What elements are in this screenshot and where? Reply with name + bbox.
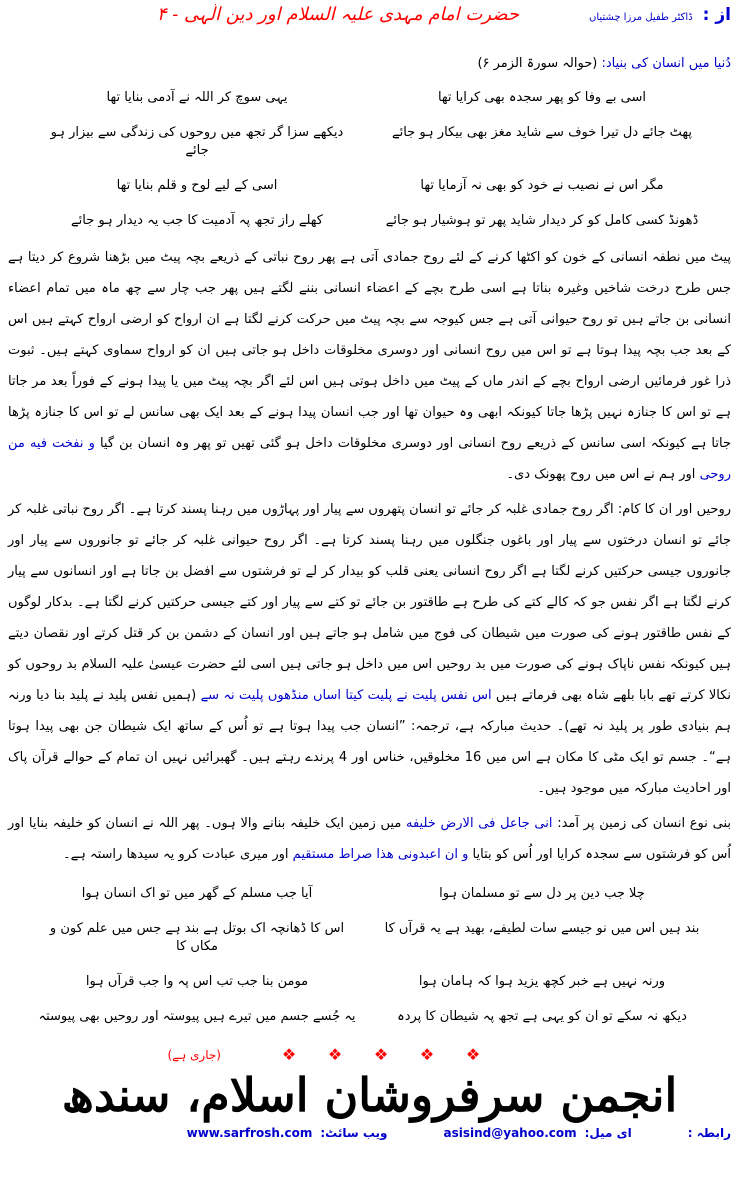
paragraph-soul-foundation bbox=[8, 242, 731, 490]
paragraph-text: روحیں اور ان کا کام: اگر روح جمادی غلبہ کر جائے تو انسان پتھروں سے پیار اور پہاڑوں میں رہنا پسند کرتا ہے۔ اگر روح نباتی غلبہ کر جائے تو انسان درختوں سے پیار اور باغوں جنگلوں میں رہنا پسند کرتا ہے۔ اگر روح حیوانی غلبہ کر جائے تو جانوروں سے پیار اور جانوروں جیسی حرکتیں کرنے لگتا ہے اگر روح انسانی یعنی قلب کو بیدار کر لے تو فرشتوں سے افضل بن جاتا ہے اور انسانوں سے پیار کرنے لگتا ہے اگر نفس جو کہ کالے کتے کی طرح ہے طاقتور بن جائے تو کتے سے پیار اور کتے جیسی حرکتیں کرنے لگتا ہے۔ بدکار لوگوں کے نفس طاقتور ہونے کی صورت میں شیطان کی فوج میں شامل ہو جاتے ہیں اور انسان کے دشمن بن کر قتل کرتے اور نقصان دیتے ہیں کیونکہ نفس ناپاک ہونے کی صورت میں بد روحیں اس میں داخل ہو جاتی ہیں اسی لئے حضرت عیسیٰ علیہ السلام بد روحوں کو نکالا کرتے تھے بابا بلھے شاہ بھی فرماتے ہیں bbox=[8, 502, 732, 703]
verse-row bbox=[8, 911, 731, 964]
paragraph-text: اور ہم نے اس میں روح پھونک دی۔ bbox=[506, 467, 696, 482]
by-label: از : bbox=[702, 5, 731, 25]
verse-row bbox=[8, 168, 731, 203]
article-header bbox=[8, 4, 731, 40]
verse-row bbox=[8, 203, 731, 238]
verse-right: اس کا ڈھانچہ اک بوتل ہے بند ہے جس میں علم کون و مکاں کا bbox=[49, 921, 345, 954]
verse-right: یہی سوچ کر اللہ نے آدمی بنایا تھا bbox=[106, 90, 288, 105]
verse-row bbox=[8, 876, 731, 911]
article-title: حضرت امام مہدی علیہ السلام اور دین الٰہی - ۴ bbox=[156, 4, 519, 25]
continued-label: (جاری ہے) bbox=[167, 1048, 221, 1062]
paragraph-text: (ہمیں نفس پلید نے پلید بنا دیا ورنہ ہم بنیادی طور پر پلید نہ تھے)۔ حدیث مبارکہ ہے، ترجمہ: ”انسان جب پیدا ہوتا ہے تو اُس کے ساتھ ایک شیطان جن بھی پیدا ہوتا ہے“۔ جسم تو ایک مٹی کا مکان ہے اس میں 16 مخلوقیں، خناس اور 4 پرندے رہتے ہیں۔ گھبرائیں نہیں ان تمام کے حوالے قرآن پاک اور احادیث مبارکہ میں موجود ہیں۔ bbox=[8, 688, 732, 796]
verse-row bbox=[8, 80, 731, 115]
ornament-icon: ❖ bbox=[281, 1045, 297, 1064]
paragraph-text: پیٹ میں نطفہ انسانی کے خون کو اکٹھا کرنے کے لئے روح جمادی آتی ہے پھر روح نباتی کے ذریعے بچہ پیٹ میں بڑھنا شروع کر دیتا ہے جس طرح درخت شاخیں وغیرہ بناتا ہے اسی طرح بچے کے اعضاء انسانی بننے لگتے ہیں پھر جب چار سے چھ ماہ میں تمام اعضاء انسانی بن جاتے ہیں تو روح حیوانی آتی ہے جس کیوجہ سے بچہ پیٹ میں حرکت کرنے لگتا ہے ان ارواح کو ارضی ارواح کہتے ہیں اس کے بعد جب بچہ پیدا ہوتا ہے تو اس میں روح انسانی اور دوسری مخلوقات داخل ہو جاتی ہیں ان کو ارواح سماوی کہتے ہیں۔ ثبوت ذرا غور فرمائیں ارضی ارواح بچے کے اندر ماں کے پیٹ میں داخل ہوتی ہیں اس لئے اگر بچہ پیٹ میں یا پیدا ہونے کے فوراً بعد مر جاتا ہے تو اس کا جنازہ نہیں پڑھا جاتا کیونکہ ابھی وہ حیوان تھا اور جب انسان پیدا ہونے کے بعد ایک بھی سانس لے تو اس کا جنازہ پڑھا جاتا ہے کیونکہ اسی سانس کے ذریعے روح انسانی اور دوسری مخلوقات داخل ہو گئی تھیں تو پھر وہ انسان بن گیا bbox=[8, 250, 731, 451]
verse-left: چلا جب دین پر دل سے تو مسلمان ہوا bbox=[439, 886, 645, 901]
email-link[interactable]: asisind@yahoo.com bbox=[443, 1126, 577, 1140]
paragraph-text: اور میری عبادت کرو یہ سیدھا راستہ ہے۔ bbox=[63, 847, 289, 862]
verse-left: ورنہ نہیں ہے خبر کچھ یزید ہوا کہ ہامان ہوا bbox=[418, 974, 666, 989]
website-label: ویب سائٹ: bbox=[320, 1126, 388, 1140]
ornament-row bbox=[281, 1047, 481, 1063]
ornament-icon: ❖ bbox=[465, 1045, 481, 1064]
quran-quote: و ان اعبدونی هذا صراط مستقیم bbox=[292, 847, 469, 862]
paragraph-text: میں زمین ایک خلیفہ بنانے والا ہوں۔ پھر اللہ نے انسان کو خلیفہ بنایا اور اُس کو فرشتوں سے سجدہ کرایا اور اُس کو بتایا bbox=[8, 816, 731, 862]
poet-quote: اس نفس پلیت نے پلیت کیتا اساں منڈھوں پلیت نہ سے bbox=[200, 688, 492, 703]
contact-bar bbox=[8, 1124, 731, 1142]
author-name: ڈاکٹر طفیل مرزا چشتیاں bbox=[588, 12, 693, 23]
ornament-icon: ❖ bbox=[373, 1045, 389, 1064]
verse-right: کھلے راز تجھ پہ آدمیت کا جب یہ دیدار ہو جائے bbox=[71, 213, 323, 228]
verse-right: دیکھے سزا گر تجھ میں روحوں کی زندگی سے بیزار ہو جائے bbox=[50, 125, 344, 158]
verse-row bbox=[8, 115, 731, 168]
section-label: دُنیا میں انسان کی بنیاد: bbox=[601, 56, 731, 71]
verse-row bbox=[8, 964, 731, 999]
verse-left: دیکھ نہ سکے تو ان کو یہی ہے تجھ پہ شیطان کا پردہ bbox=[397, 1009, 687, 1024]
verse-right: آیا جب مسلم کے گھر میں تو اک انسان ہوا bbox=[81, 886, 313, 901]
quran-quote: و نفخت فیه من روحی bbox=[8, 436, 731, 482]
section-heading bbox=[8, 54, 731, 74]
verse-left: ڈھونڈ کسی کامل کو کر دیدار شاید پھر تو ہوشیار ہو جائے bbox=[385, 213, 699, 228]
verse-left: پھٹ جائے دل تیرا خوف سے شاید مغز بھی بیکار ہو جائے bbox=[391, 125, 693, 140]
paragraph-souls-work bbox=[8, 494, 731, 804]
email-label: ای میل: bbox=[584, 1126, 632, 1140]
poem-2 bbox=[8, 876, 731, 1034]
ornament-icon: ❖ bbox=[327, 1045, 343, 1064]
verse-row bbox=[8, 999, 731, 1034]
verse-right: مومن بنا جب تب اس پہ وا جب قرآں ہوا bbox=[85, 974, 309, 989]
paragraph-text: بنی نوع انسان کی زمین پر آمد: bbox=[557, 816, 731, 831]
paragraph-arrival-on-earth bbox=[8, 808, 731, 870]
verse-right: یہ جُسے جسم میں تیرے ہیں پیوستہ اور روحیں بھی پیوستہ bbox=[38, 1009, 356, 1024]
verse-right: اسی کے لیے لوح و قلم بنایا تھا bbox=[116, 178, 278, 193]
organization-name: انجمن سرفروشان اسلام، سندھ bbox=[61, 1068, 678, 1122]
ornament-icon: ❖ bbox=[419, 1045, 435, 1064]
section-reference: (حوالہ سورۃ الزمر ۶) bbox=[477, 56, 598, 71]
verse-left: اسی بے وفا کو پھر سجدہ بھی کرایا تھا bbox=[437, 90, 647, 105]
footer-ornament-bar bbox=[8, 1044, 731, 1066]
quran-quote: انی جاعل فی الارض خلیفه bbox=[406, 816, 553, 831]
website-link[interactable]: www.sarfrosh.com bbox=[186, 1126, 313, 1140]
verse-left: مگر اس نے نصیب نے خود کو بھی نہ آزمایا تھا bbox=[420, 178, 664, 193]
contact-label: رابطہ : bbox=[687, 1126, 731, 1140]
poem-1 bbox=[8, 80, 731, 238]
verse-left: بند ہیں اس میں نو جیسے سات لطیفے، بھید ہے یہ قرآں کا bbox=[384, 921, 700, 936]
